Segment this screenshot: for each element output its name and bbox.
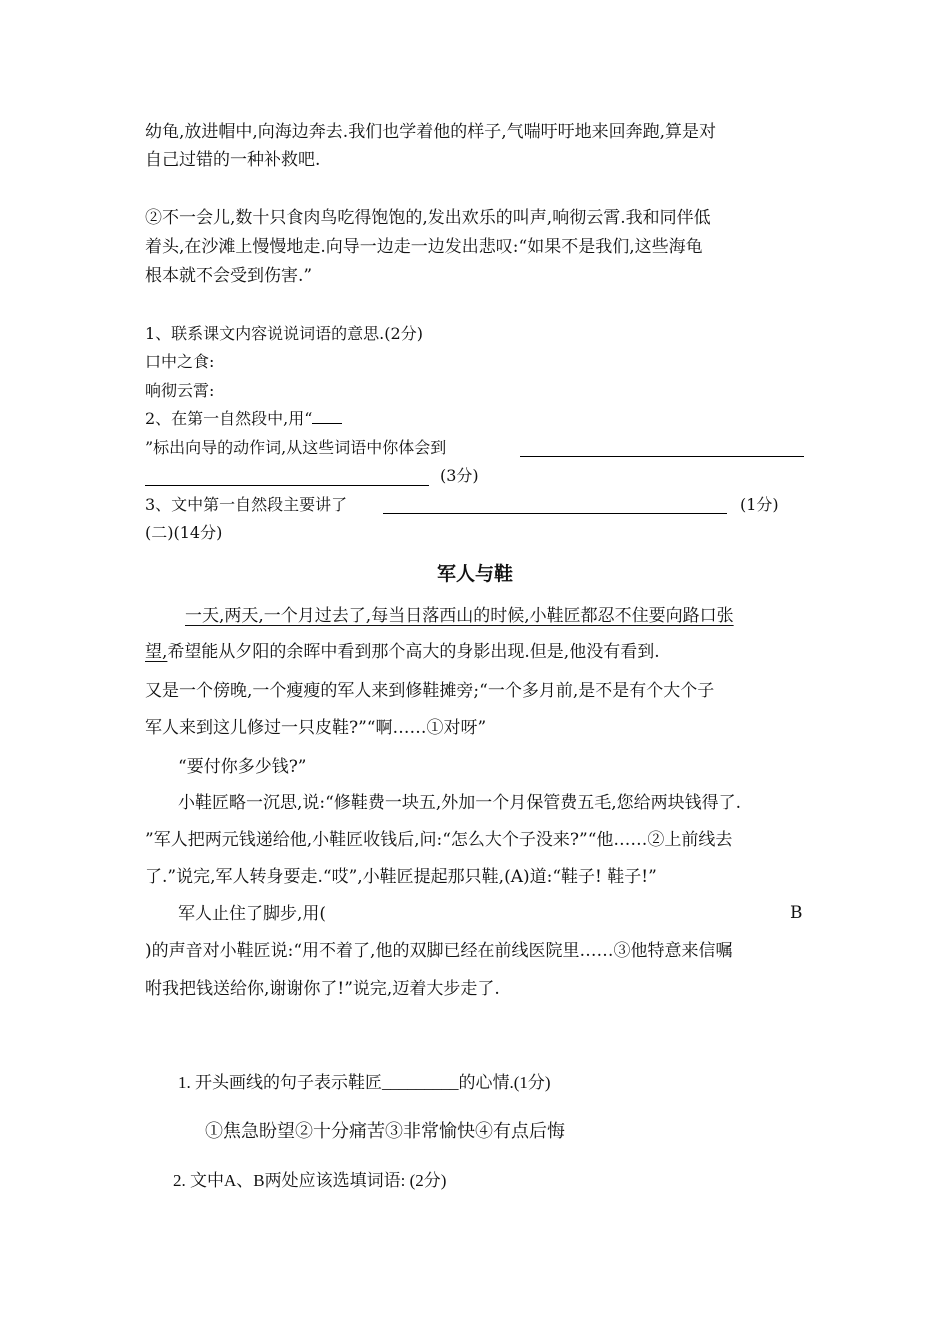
question3-start: 3、文中第一自然段主要讲了 [145,495,348,514]
question2-start-text: 2、在第一自然段中,用“ [145,409,313,428]
passage2-p4-line1: 小鞋匠略一沉思,说:“修鞋费一块五,外加一个月保管费五毛,您给两块钱得了. [178,793,742,813]
passage2-question1: 1. 开头画线的句子表示鞋匠_________的心情.(1分) [178,1073,551,1092]
question2-start [145,408,342,430]
blank-b-label: B [790,903,803,923]
passage2-p4-line3: 了.”说完,军人转身要走.“哎”,小鞋匠提起那只鞋,(A)道:“鞋子! 鞋子!” [145,867,657,887]
question1-term-a: 口中之食: [145,352,215,371]
underlined-sentence-part2: 望, [145,642,168,662]
question2-middle: ”标出向导的动作词,从这些词语中你体会到 [145,438,447,457]
passage1-line2: 自己过错的一种补救吧. [145,150,321,170]
passage2-p2-line1: 又是一个傍晚,一个瘦瘦的军人来到修鞋摊旁;“一个多月前,是不是有个大个子 [145,681,715,701]
passage2-line2 [145,641,660,663]
question1-term-b: 响彻云霄: [145,381,215,400]
passage2-p5-line2: )的声音对小鞋匠说:“用不着了,他的双脚已经在前线医院里……③他特意来信嘱 [145,941,733,961]
passage2-question2: 2. 文中A、B两处应该选填词语: (2分) [173,1171,447,1190]
question2-answer-line-2 [145,485,429,486]
passage2-title: 军人与鞋 [436,563,513,585]
passage2-p1-rest: 希望能从夕阳的余晖中看到那个高大的身影出现.但是,他没有看到. [167,642,660,662]
passage1-para2-line2: 着头,在沙滩上慢慢地走.向导一边走一边发出悲叹:“如果不是我们,这些海龟 [145,237,703,257]
passage2-p5-line3: 咐我把钱送给你,谢谢你了!”说完,迈着大步走了. [145,979,500,999]
passage1-para2-line1: ②不一会儿,数十只食肉鸟吃得饱饱的,发出欢乐的叫声,响彻云霄.我和同伴低 [145,208,711,228]
question3-answer-line [383,513,727,514]
passage2-p2-line2: 军人来到这儿修过一只皮鞋?”“啊……①对呀” [145,718,487,738]
question3-score: (1分) [740,495,779,514]
passage1-para2-line3: 根本就不会受到伤害.” [145,266,313,286]
passage2-p3: “要付你多少钱?” [178,757,307,777]
section2-heading: (二)(14分) [145,523,223,542]
passage2-p4-line2: ”军人把两元钱递给他,小鞋匠收钱后,问:“怎么大个子没来?”“他……②上前线去 [145,830,733,850]
passage2-question1-options: ①焦急盼望②十分痛苦③非常愉快④有点后悔 [205,1121,565,1142]
passage1-line1: 幼龟,放进帽中,向海边奔去.我们也学着他的样子,气喘吁吁地来回奔跑,算是对 [145,122,717,142]
question2-answer-line-1 [520,456,804,457]
question2-blank-mark [312,409,342,424]
question1: 1、联系课文内容说说词语的意思.(2分) [145,324,423,343]
question2-score: (3分) [440,466,479,485]
passage2-underlined-line1 [185,605,734,627]
passage2-p5-line1: 军人止住了脚步,用( [178,904,327,924]
underlined-sentence-part1: 一天,两天,一个月过去了,每当日落西山的时候,小鞋匠都忍不住要向路口张 [185,606,734,626]
